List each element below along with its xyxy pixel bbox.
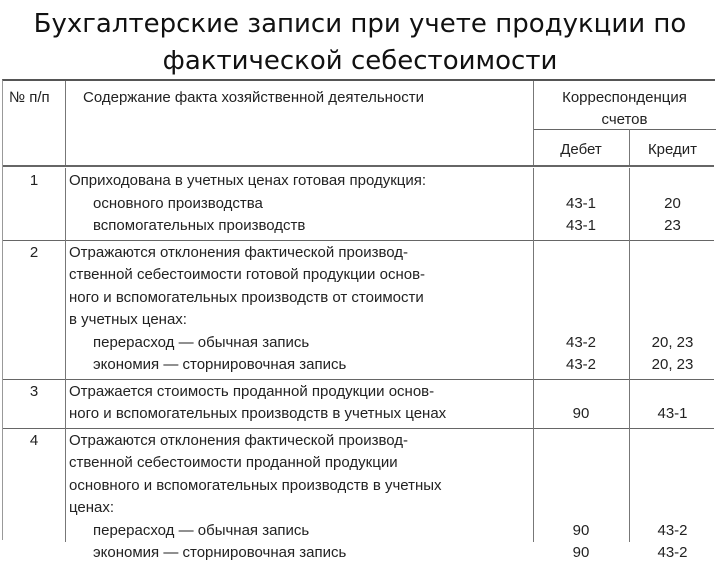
row-text-line: ного и вспомогательных производств от стоимости [69, 288, 424, 306]
row-text-line: ценах: [69, 499, 115, 516]
row-text-line: ственной себестоимости проданной продукции [69, 454, 398, 471]
row-text-line: Отражается стоимость проданной продукции основ- [69, 382, 435, 400]
slide-title [0, 6, 720, 80]
row-divider [3, 428, 714, 429]
row-number: 1 [29, 172, 39, 189]
accounting-entries-table [2, 79, 715, 561]
row-text-line: ного и вспомогательных производств в учетных ценах [69, 405, 447, 422]
body-col-divider-3 [629, 168, 630, 542]
body-col-divider-1 [65, 168, 66, 542]
row-number: 4 [29, 431, 39, 449]
row-text-line: перерасход — обычная запись [93, 521, 310, 539]
header-correspondence-line-2: счетов [601, 111, 648, 128]
debit-account: 43-1 [565, 217, 597, 234]
slide-title-line-1: Бухгалтерские записи при учете продукции по [33, 9, 687, 39]
row-text-line: экономия — сторнировочная запись [93, 356, 347, 373]
row-divider [3, 379, 714, 380]
credit-account: 20, 23 [651, 333, 694, 351]
row-number: 2 [29, 243, 39, 261]
header-col-divider-1 [65, 81, 66, 165]
row-text-line: основного производства [93, 194, 263, 212]
header-number: № п/п [9, 89, 50, 106]
header-debit: Дебет [560, 141, 602, 158]
debit-account: 90 [572, 405, 590, 422]
row-text-line: Оприходована в учетных ценах готовая продукция: [69, 172, 427, 189]
row-text-line: в учетных ценах: [69, 311, 187, 328]
credit-account: 23 [664, 217, 681, 234]
credit-account: 43-2 [657, 544, 688, 561]
header-credit: Кредит [647, 141, 698, 158]
row-text-line: Отражаются отклонения фактической производ- [69, 243, 409, 261]
credit-account: 43-2 [657, 521, 688, 539]
credit-account: 43-1 [657, 405, 688, 422]
debit-account: 90 [572, 544, 590, 561]
slide-title-line-2: фактической себестоимости [162, 46, 558, 76]
header-col-divider-2 [533, 81, 534, 165]
row-text-line: Отражаются отклонения фактической производ- [69, 431, 409, 449]
header-col-divider-3 [629, 129, 630, 165]
header-correspondence [533, 87, 716, 131]
row-text-line: ственной себестоимости готовой продукции основ- [69, 266, 426, 283]
debit-account: 43-1 [565, 194, 597, 212]
row-text-line: основного и вспомогательных производств в учетных [69, 476, 442, 494]
row-divider [3, 240, 714, 241]
row-text-line: экономия — сторнировочная запись [93, 544, 347, 561]
debit-account: 43-2 [565, 356, 597, 373]
row-text-line: вспомогательных производств [93, 217, 306, 234]
header-bottom-border [3, 165, 714, 167]
header-correspondence-line-1: Корреспонденция [562, 89, 687, 106]
debit-account: 43-2 [565, 333, 597, 351]
credit-account: 20 [664, 194, 681, 212]
debit-account: 90 [572, 521, 590, 539]
row-text-line: перерасход — обычная запись [93, 333, 310, 351]
row-number: 3 [29, 382, 39, 400]
header-sub-divider [533, 129, 716, 130]
body-col-divider-2 [533, 168, 534, 542]
credit-account: 20, 23 [651, 356, 694, 373]
header-content: Содержание факта хозяйственной деятельности [83, 89, 425, 106]
